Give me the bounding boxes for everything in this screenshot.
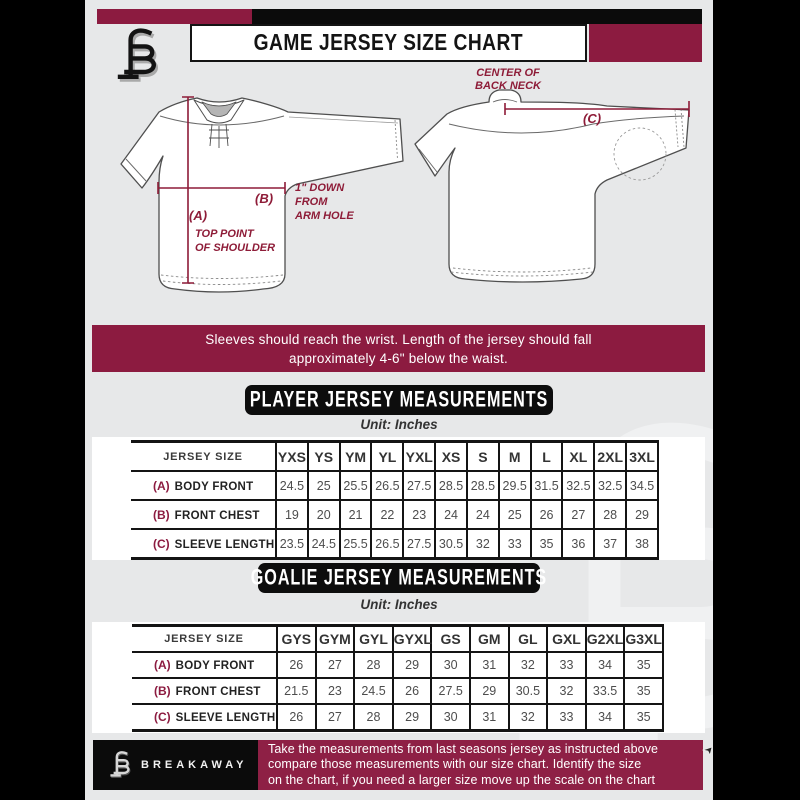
row-key: (C) (153, 536, 170, 551)
fit-note-line-1: Sleeves should reach the wrist. Length of the jersey should fall (205, 331, 592, 347)
footer-instruction-line-3: on the chart, if you need a larger size move up the scale on the chart (268, 772, 656, 787)
measurements-table (132, 624, 664, 732)
table-row (132, 704, 663, 731)
table-row (132, 678, 663, 704)
value-cell: 23 (316, 678, 355, 704)
jersey-size-corner-label: JERSEY SIZE (163, 450, 243, 463)
label-b-caption-1: 1" DOWN (295, 182, 345, 194)
row-label: FRONT CHEST (174, 509, 260, 522)
size-header-cell: M (499, 442, 531, 472)
value-cell: 29 (393, 652, 432, 678)
table-row (132, 652, 663, 678)
size-header-cell: YXS (276, 442, 308, 472)
value-cell: 28 (354, 704, 393, 731)
table-header-row (132, 626, 663, 653)
value-cell: 32 (467, 529, 499, 559)
value-cell: 26 (277, 704, 316, 731)
back-neck-caption-2: BACK NECK (475, 80, 541, 92)
row-label-cell (131, 529, 276, 559)
size-header-cell: YL (371, 442, 403, 472)
value-cell: 34.5 (626, 471, 658, 500)
row-label: BODY FRONT (175, 660, 255, 672)
value-cell: 26 (277, 652, 316, 678)
value-cell: 23.5 (276, 529, 308, 559)
value-cell: 32 (509, 652, 548, 678)
size-header-cell: GS (431, 626, 470, 653)
value-cell: 27.5 (431, 678, 470, 704)
label-a: (A) (189, 208, 208, 223)
label-a-caption-1: TOP POINT (195, 228, 254, 240)
back-neck-caption-1: CENTER OF (476, 67, 540, 79)
value-cell: 32.5 (594, 471, 626, 500)
value-cell: 37 (594, 529, 626, 559)
size-header-cell: XS (435, 442, 467, 472)
row-label: SLEEVE LENGTH (175, 712, 276, 724)
value-cell: 29 (626, 500, 658, 529)
value-cell: 35 (624, 704, 663, 731)
footer-brand-box (93, 740, 258, 790)
value-cell: 25 (499, 500, 531, 529)
size-header-cell: GYL (354, 626, 393, 653)
row-label: SLEEVE LENGTH (174, 538, 275, 551)
goalie-unit-label: Unit: Inches (360, 597, 438, 612)
value-cell: 36 (562, 529, 594, 559)
value-cell: 20 (308, 500, 340, 529)
value-cell: 21 (340, 500, 372, 529)
value-cell: 25.5 (340, 471, 372, 500)
value-cell: 28 (594, 500, 626, 529)
fit-note-banner (92, 325, 705, 372)
jersey-size-corner-label: JERSEY SIZE (164, 633, 244, 645)
value-cell: 31 (470, 652, 509, 678)
fit-note-line-2: approximately 4-6" below the waist. (289, 350, 508, 366)
value-cell: 26.5 (371, 529, 403, 559)
value-cell: 28.5 (435, 471, 467, 500)
label-c: (C) (583, 111, 602, 126)
value-cell: 29 (470, 678, 509, 704)
value-cell: 30.5 (435, 529, 467, 559)
size-header-cell: 3XL (626, 442, 658, 472)
value-cell: 27 (316, 652, 355, 678)
table-header-row (131, 442, 658, 472)
value-cell: 26 (531, 500, 563, 529)
size-header-cell: GYXL (393, 626, 432, 653)
player-heading-text: PLAYER JERSEY MEASUREMENTS (249, 387, 549, 412)
value-cell: 35 (624, 678, 663, 704)
table-row (131, 500, 658, 529)
value-cell: 31.5 (531, 471, 563, 500)
value-cell: 29 (393, 704, 432, 731)
player-measurements-table (131, 440, 659, 560)
value-cell: 25 (308, 471, 340, 500)
row-key: (C) (154, 710, 171, 724)
value-cell: 33.5 (586, 678, 625, 704)
size-header-cell: G2XL (586, 626, 625, 653)
value-cell: 29.5 (499, 471, 531, 500)
value-cell: 26.5 (371, 471, 403, 500)
value-cell: 35 (624, 652, 663, 678)
size-header-cell: YM (340, 442, 372, 472)
page-title: GAME JERSEY SIZE CHART (253, 29, 524, 56)
row-label-cell (132, 678, 277, 704)
value-cell: 22 (371, 500, 403, 529)
player-section-heading (245, 385, 553, 415)
footer-instruction-line-2: compare those measurements with our size chart. Identify the size (268, 757, 642, 772)
value-cell: 24 (467, 500, 499, 529)
value-cell: 27 (562, 500, 594, 529)
row-key: (B) (154, 684, 171, 698)
footer-instructions-box (258, 740, 703, 790)
row-label-cell (132, 652, 277, 678)
value-cell: 24.5 (354, 678, 393, 704)
header-accent-bar-maroon (97, 9, 252, 24)
value-cell: 30 (431, 704, 470, 731)
table-row (131, 529, 658, 559)
value-cell: 32.5 (562, 471, 594, 500)
size-header-cell: GL (509, 626, 548, 653)
value-cell: 32 (547, 678, 586, 704)
label-b: (B) (255, 191, 274, 206)
row-key: (A) (153, 478, 170, 493)
page-title-box (190, 24, 587, 62)
value-cell: 24.5 (276, 471, 308, 500)
value-cell: 33 (547, 652, 586, 678)
value-cell: 25.5 (340, 529, 372, 559)
footer-instruction-line-1: Take the measurements from last seasons jersey as instructed above (268, 741, 659, 756)
value-cell: 32 (509, 704, 548, 731)
goalie-measurements-table (132, 624, 664, 732)
label-b-caption-2: FROM (295, 196, 328, 208)
value-cell: 26 (393, 678, 432, 704)
size-header-cell: GYM (316, 626, 355, 653)
size-header-cell: YXL (403, 442, 435, 472)
value-cell: 27.5 (403, 471, 435, 500)
measurements-table (131, 440, 659, 560)
row-label: FRONT CHEST (175, 686, 261, 698)
value-cell: 24 (435, 500, 467, 529)
size-header-cell: GYS (277, 626, 316, 653)
size-header-cell: G3XL (624, 626, 663, 653)
player-unit-label: Unit: Inches (360, 417, 438, 432)
footer-brand-name: BREAKAWAY (141, 759, 248, 771)
row-key: (B) (153, 507, 170, 522)
value-cell: 30.5 (509, 678, 548, 704)
value-cell: 30 (431, 652, 470, 678)
value-cell: 35 (531, 529, 563, 559)
value-cell: 31 (470, 704, 509, 731)
size-header-cell: 2XL (594, 442, 626, 472)
value-cell: 24.5 (308, 529, 340, 559)
row-label-cell (131, 500, 276, 529)
value-cell: 23 (403, 500, 435, 529)
page-content (85, 0, 713, 800)
mouse-cursor (702, 744, 714, 756)
value-cell: 38 (626, 529, 658, 559)
back-jersey-drawing (415, 90, 689, 282)
goalie-section-heading (250, 563, 548, 593)
value-cell: 34 (586, 652, 625, 678)
row-key: (A) (154, 658, 171, 672)
value-cell: 21.5 (277, 678, 316, 704)
value-cell: 33 (499, 529, 531, 559)
row-label-cell (131, 471, 276, 500)
row-label-cell (132, 704, 277, 731)
value-cell: 27 (316, 704, 355, 731)
label-a-caption-2: OF SHOULDER (195, 242, 276, 254)
size-header-cell: GXL (547, 626, 586, 653)
value-cell: 27.5 (403, 529, 435, 559)
size-header-cell: L (531, 442, 563, 472)
value-cell: 28.5 (467, 471, 499, 500)
size-header-cell: XL (562, 442, 594, 472)
size-header-cell: S (467, 442, 499, 472)
value-cell: 19 (276, 500, 308, 529)
breakaway-footer-logo-icon (107, 749, 133, 781)
value-cell: 34 (586, 704, 625, 731)
header-maroon-block (589, 24, 702, 62)
header-accent-bar-black (252, 9, 702, 24)
size-header-cell: YS (308, 442, 340, 472)
size-header-cell: GM (470, 626, 509, 653)
value-cell: 28 (354, 652, 393, 678)
label-b-caption-3: ARM HOLE (295, 210, 354, 222)
jersey-diagrams (85, 62, 713, 325)
row-label: BODY FRONT (174, 480, 254, 493)
value-cell: 33 (547, 704, 586, 731)
goalie-heading-text: GOALIE JERSEY MEASUREMENTS (250, 565, 548, 590)
table-row (131, 471, 658, 500)
